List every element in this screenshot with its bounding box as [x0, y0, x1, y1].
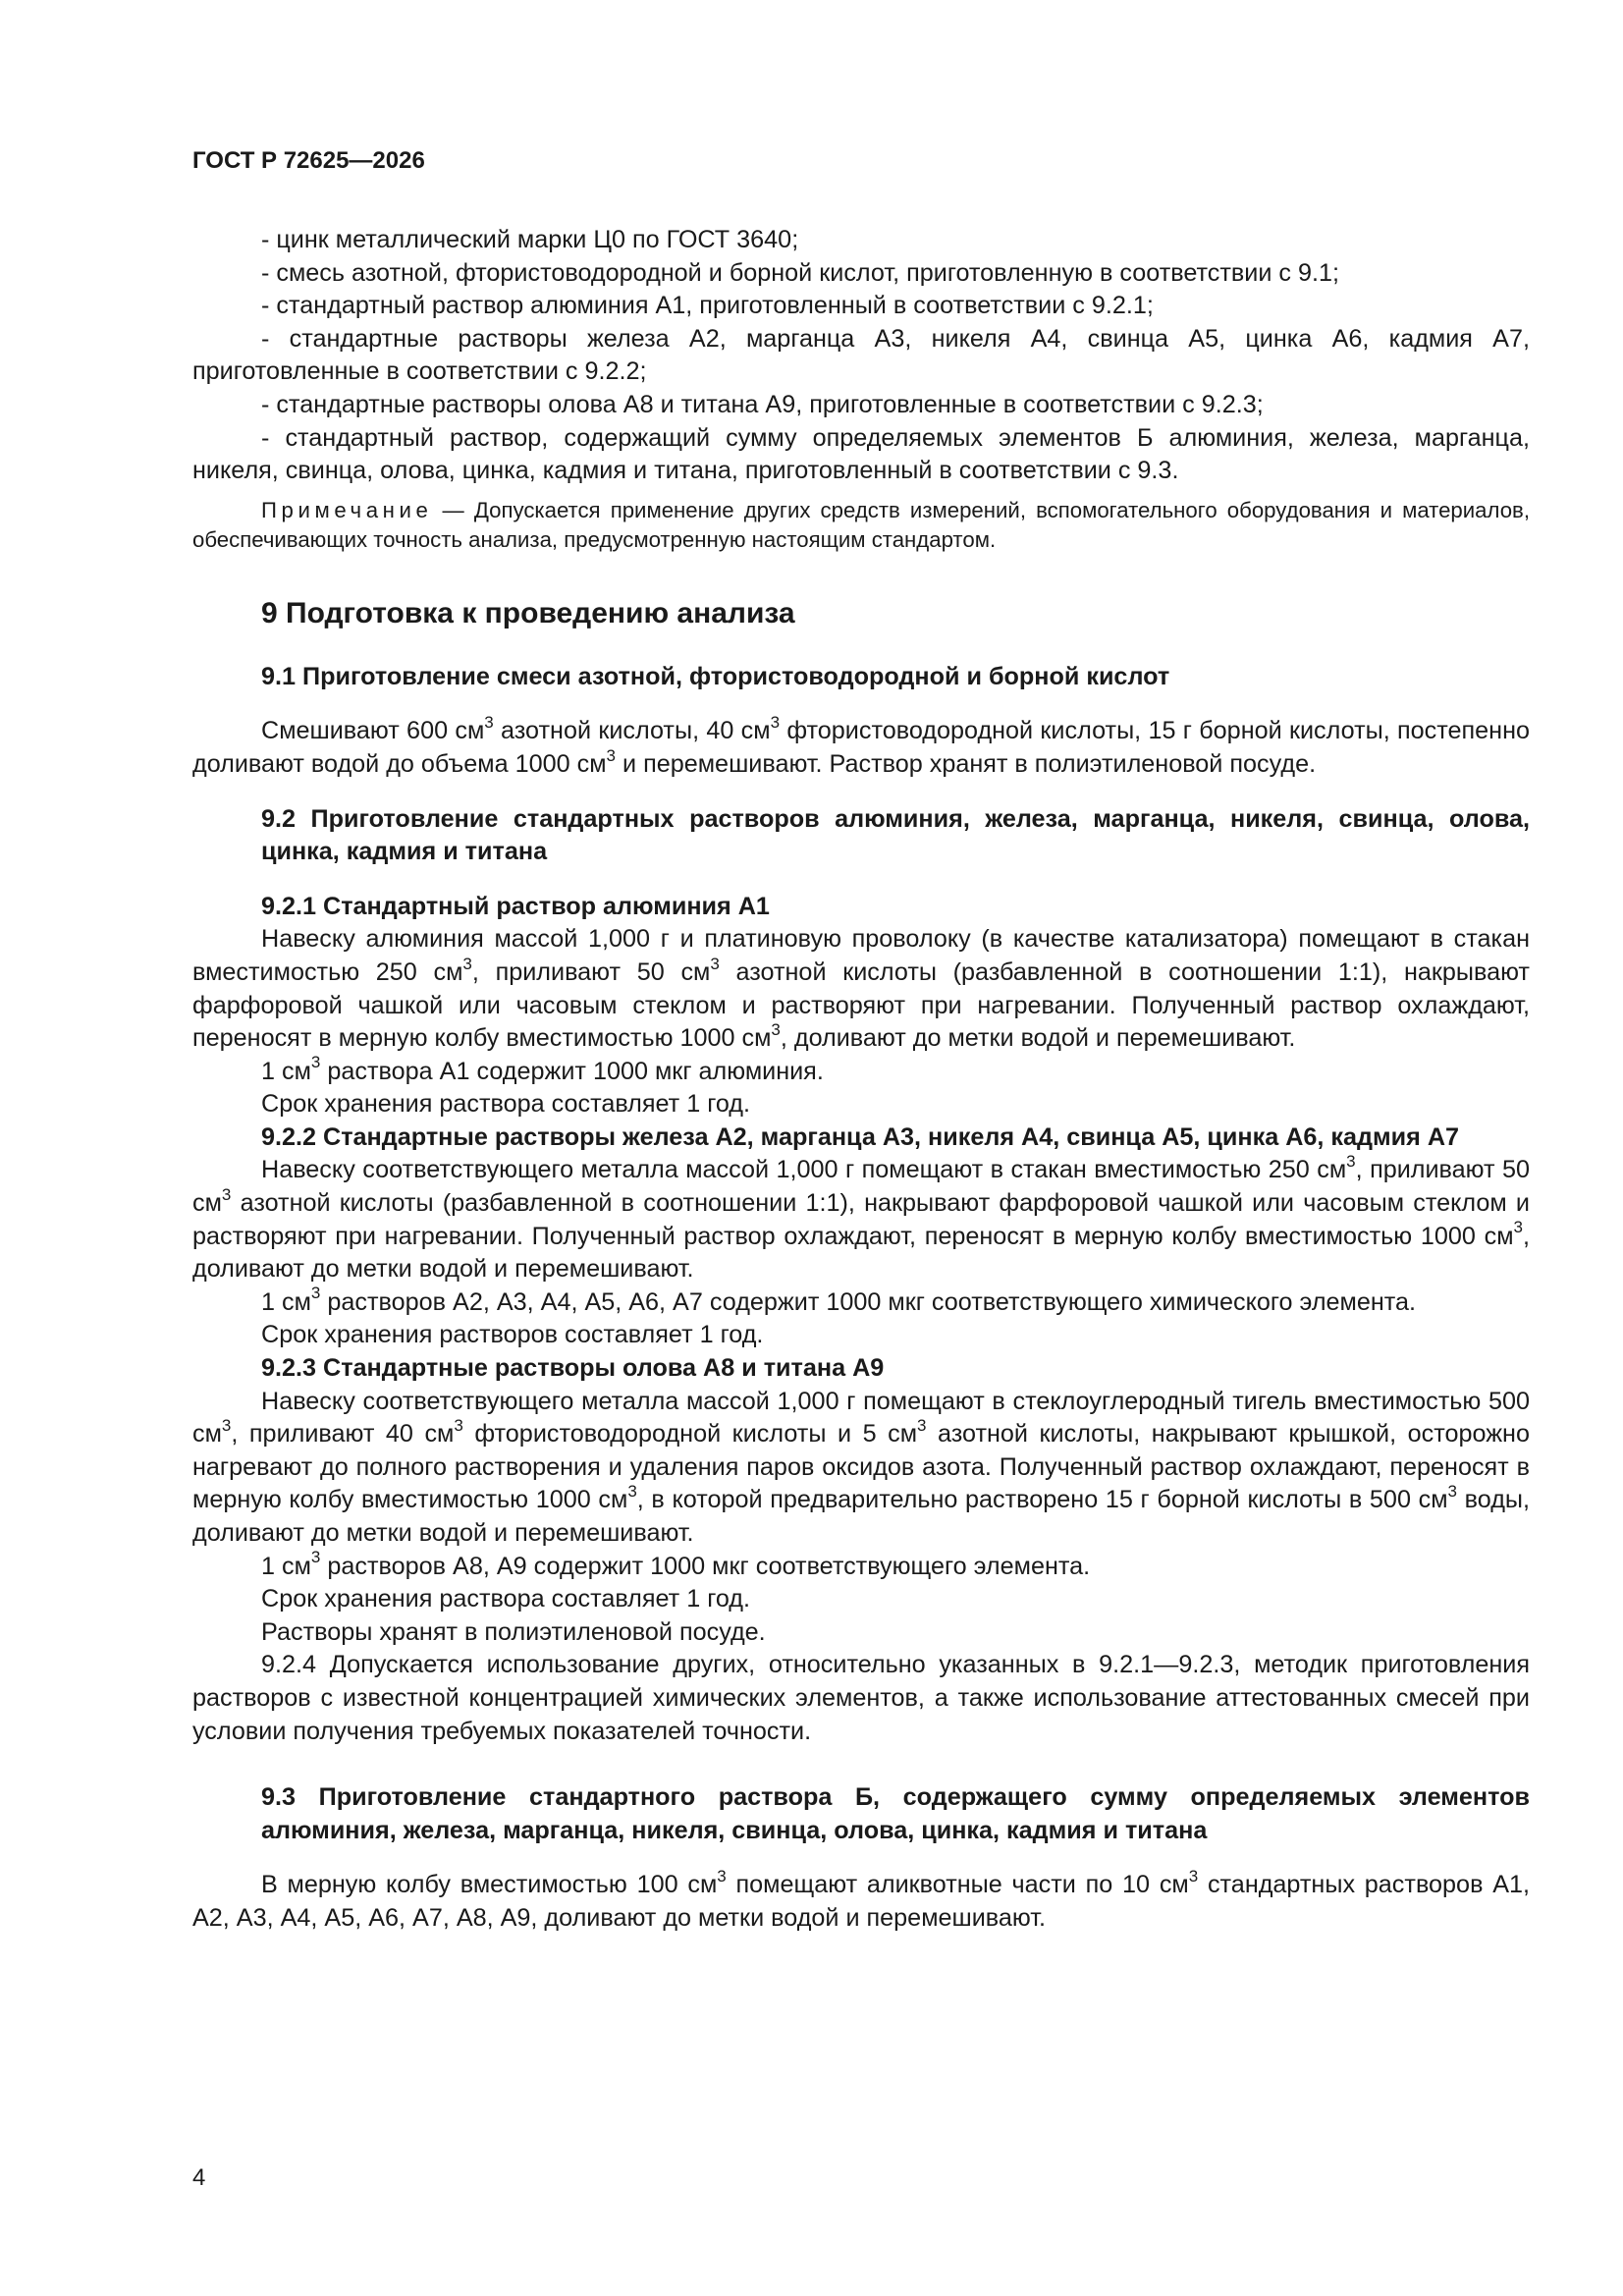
superscript: 3 [606, 745, 617, 765]
page-number: 4 [192, 2164, 206, 2191]
clause-heading: 9.2.3 Стандартные растворы олова А8 и титана А9 [261, 1354, 885, 1383]
paragraph: 9.2.4 Допускается использование других, относительно указанных в 9.2.1—9.2.3, методик приготовления растворов с известной концентрацией химических элементов, а также использование аттестованных смесей при условии получения требуемых показателей точности. [192, 1651, 1530, 1745]
list-item: - стандартные растворы олова А8 и титана А9, приготовленные в соответствии с 9.2.3; [261, 390, 1264, 418]
paragraph: 1 $см^3$ растворов А2, А3, А4, А5, А6, А7 содержит 1000 мкг соответствующего химического элемента. [261, 1284, 1417, 1316]
document-header: ГОСТ Р 72625—2026 [192, 147, 425, 174]
superscript: 3 [627, 1482, 637, 1502]
document-body [192, 224, 1530, 1936]
superscript: 3 [310, 1053, 321, 1072]
paragraph: Срок хранения раствора составляет 1 год. [261, 1585, 751, 1613]
section-heading: 9 Подготовка к проведению анализа [261, 596, 795, 629]
paragraph: В мерную колбу вместимостью 100 $см^3$ помещают аликвотные части по 10 $см^3$ стандартных растворов А1, А2, А3, А4, А5, А6, А7, А8, А9, доливают до метки водой и перемешивают. [192, 1866, 1531, 1932]
superscript: 3 [1513, 1218, 1523, 1237]
paragraph: 1 $см^3$ раствора А1 содержит 1000 мкг алюминия. [261, 1053, 824, 1085]
list-item: - стандартный раствор, содержащий сумму определяемых элементов Б алюминия, железа, марганца, никеля, свинца, олова, цинка, кадмия и титана, приготовленный в соответствии с 9.3. [192, 423, 1530, 485]
superscript: 3 [221, 1184, 232, 1204]
paragraph: Срок хранения растворов составляет 1 год. [261, 1321, 764, 1349]
superscript: 3 [1188, 1866, 1199, 1886]
clause-heading: 9.2.1 Стандартный раствор алюминия А1 [261, 892, 770, 920]
list-item: - стандартный раствор алюминия А1, приготовленный в соответствии с 9.2.1; [261, 292, 1154, 320]
superscript: 3 [770, 712, 781, 732]
note [192, 496, 1530, 555]
superscript: 3 [221, 1415, 232, 1435]
superscript: 3 [310, 1284, 321, 1303]
paragraph: Смешивают 600 $см^3$ азотной кислоты, 40 $см^3$ фтористоводородной кислоты, 15 г борной кислоты, постепенно доливают водой до объема 1000 $см^3$ и перемешивают. Раствор хранят в полиэтиленовой посуде. [192, 712, 1530, 778]
paragraph: 1 $см^3$ растворов А8, А9 содержит 1000 мкг соответствующего элемента. [261, 1548, 1091, 1580]
clause-heading: 9.2.2 Стандартные растворы железа А2, марганца А3, никеля А4, свинца А5, цинка А6, кадмия А7 [261, 1122, 1460, 1151]
superscript: 3 [717, 1866, 727, 1886]
note-text: — Допускается применение других средств измерений, вспомогательного оборудования и материалов, обеспечивающих точность анализа, предусмотренную настоящим стандартом. [192, 497, 1530, 552]
subsection-heading: 9.1 Приготовление смеси азотной, фтористоводородной и борной кислот [261, 662, 1170, 690]
superscript: 3 [484, 712, 494, 732]
paragraph: Растворы хранят в полиэтиленовой посуде. [261, 1617, 766, 1646]
superscript: 3 [1346, 1152, 1356, 1172]
subsection-heading: 9.3 Приготовление стандартного раствора Б, содержащего сумму определяемых элементов алюминия, железа, марганца, никеля, свинца, олова, цинка, кадмия и титана [261, 1783, 1530, 1844]
superscript: 3 [710, 954, 720, 973]
list-item: - стандартные растворы железа А2, марганца А3, никеля А4, свинца А5, цинка А6, кадмия А7, приготовленные в соответствии с 9.2.2; [192, 324, 1530, 386]
superscript: 3 [771, 1019, 781, 1039]
paragraph: Срок хранения раствора составляет 1 год. [261, 1090, 751, 1119]
paragraph: Навеску алюминия массой 1,000 г и платиновую проволоку (в качестве катализатора) помещают в стакан вместимостью 250 $см^3$, приливают 50 $см^3$ азотной кислоты (разбавленной в соотношении 1:1), накрывают фарфоровой чашкой или часовым стеклом и растворяют при нагревании. Полученный раствор охлаждают, переносят в мерную колбу вместимостью 1000 $см^3$, доливают до метки водой и перемешивают. [192, 925, 1530, 1053]
superscript: 3 [462, 954, 472, 973]
superscript: 3 [917, 1415, 927, 1435]
superscript: 3 [1447, 1482, 1457, 1502]
superscript: 3 [454, 1415, 463, 1435]
list-item: - смесь азотной, фтористоводородной и борной кислот, приготовленную в соответствии с 9.1; [261, 258, 1340, 287]
paragraph: Навеску соответствующего металла массой 1,000 г помещают в стеклоуглеродный тигель вместимостью 500 $см^3$, приливают 40 $см^3$ фтористоводородной кислоты и 5 $см^3$ азотной кислоты, накрывают крышкой, осторожно нагревают до полного растворения и удаления паров оксидов азота. Полученный раствор охлаждают, переносят в мерную колбу вместимостью 1000 $см^3$, в которой предварительно растворено 15 г борной кислоты в 500 $см^3$ воды, доливают до метки водой и перемешивают. [192, 1387, 1530, 1547]
note-label: Примечание [261, 497, 433, 522]
subsection-heading: 9.2 Приготовление стандартных растворов алюминия, железа, марганца, никеля, свинца, олова, цинка, кадмия и титана [261, 804, 1530, 866]
list-item: - цинк металлический марки Ц0 по ГОСТ 3640; [261, 226, 799, 253]
superscript: 3 [310, 1548, 321, 1567]
paragraph: Навеску соответствующего металла массой 1,000 г помещают в стакан вместимостью 250 $см^3$, приливают 50 $см^3$ азотной кислоты (разбавленной в соотношении 1:1), накрывают фарфоровой чашкой или часовым стеклом и растворяют при нагревании. Полученный раствор охлаждают, переносят в мерную колбу вместимостью 1000 $см^3$, доливают до метки водой и перемешивают. [192, 1152, 1530, 1284]
